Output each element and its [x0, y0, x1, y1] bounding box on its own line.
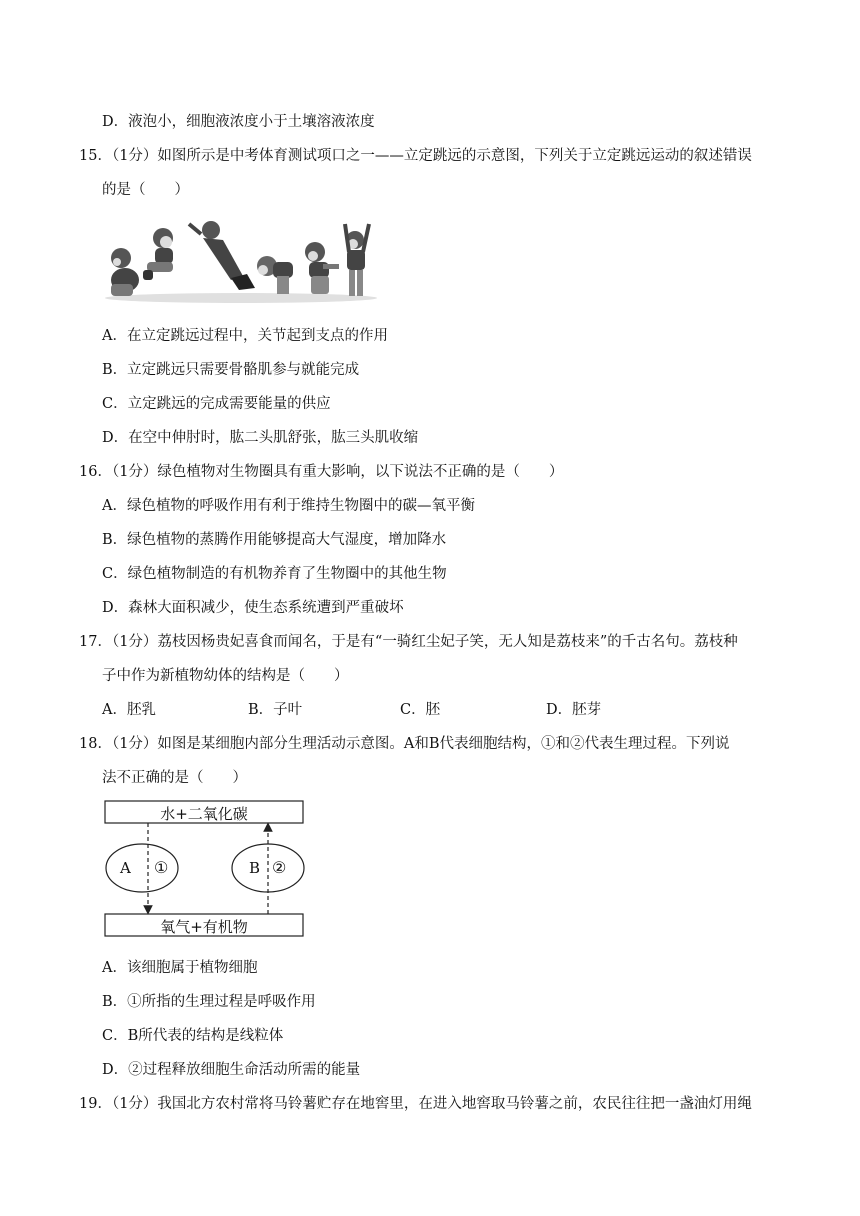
q16-option-b: B．绿色植物的蒸腾作用能够提高大气湿度，增加降水: [102, 532, 447, 548]
q16-option-c: C．绿色植物制造的有机物养育了生物圈中的其他生物: [102, 566, 447, 582]
q16-option-d: D．森林大面积减少，使生态系统遭到严重破坏: [102, 600, 404, 616]
q14-option-d: D．液泡小，细胞液浓度小于土壤溶液浓度: [102, 114, 375, 130]
q15-stem-line1: 15．（1分）如图所示是中考体育测试项口之一——立定跳远的示意图，下列关于立定跳远运动的叙述错误: [79, 148, 752, 164]
q16-option-a: A．绿色植物的呼吸作用有利于维持生物圈中的碳—氧平衡: [102, 498, 475, 514]
q18-stem-line2: 法不正确的是（ ）: [102, 770, 247, 786]
q17-stem-line1: 17．（1分）荔枝因杨贵妃喜食而闻名，于是有“一骑红尘妃子笑，无人知是荔枝来”的千古名句。荔枝种: [79, 634, 738, 650]
cell-process-diagram: [104, 800, 306, 940]
q18-stem-line1: 18．（1分）如图是某细胞内部分生理活动示意图。A和B代表细胞结构，①和②代表生理过程。下列说: [79, 736, 730, 752]
q15-option-b: B．立定跳远只需要骨骼肌参与就能完成: [102, 362, 360, 378]
q17-option-a: A．胚乳: [102, 702, 156, 718]
q18-option-b: B．①所指的生理过程是呼吸作用: [102, 994, 316, 1010]
q15-option-c: C．立定跳远的完成需要能量的供应: [102, 396, 331, 412]
q18-option-c: C．B所代表的结构是线粒体: [102, 1028, 284, 1044]
label-a: A: [120, 859, 131, 877]
q17-option-c: C．胚: [400, 702, 441, 718]
q18-option-a: A．该细胞属于植物细胞: [102, 960, 258, 976]
q15-stem-line2: 的是（ ）: [102, 182, 189, 198]
process-2-label: ②: [272, 858, 287, 877]
standing-long-jump-figure: [103, 218, 379, 304]
q15-option-a: A．在立定跳远过程中，关节起到支点的作用: [102, 328, 388, 344]
q17-option-b: B．子叶: [248, 702, 303, 718]
q17-option-d: D．胚芽: [546, 702, 602, 718]
label-b: B: [249, 859, 261, 877]
process-1-label: ①: [154, 858, 169, 877]
q15-option-d: D．在空中伸肘时，肱二头肌舒张，肱三头肌收缩: [102, 430, 419, 446]
top-box-label: 水+二氧化碳: [160, 805, 248, 823]
bottom-box-label: 氧气+有机物: [160, 918, 248, 936]
q19-stem-line1: 19．（1分）我国北方农村常将马铃薯贮存在地窖里，在进入地窖取马铃薯之前，农民往往把一盏油灯用绳: [79, 1096, 752, 1112]
q16-stem: 16．（1分）绿色植物对生物圈具有重大影响，以下说法不正确的是（ ）: [79, 464, 564, 480]
long-jump-illustration: [103, 218, 379, 304]
q18-option-d: D．②过程释放细胞生命活动所需的能量: [102, 1062, 361, 1078]
q17-stem-line2: 子中作为新植物幼体的结构是（ ）: [102, 668, 349, 684]
